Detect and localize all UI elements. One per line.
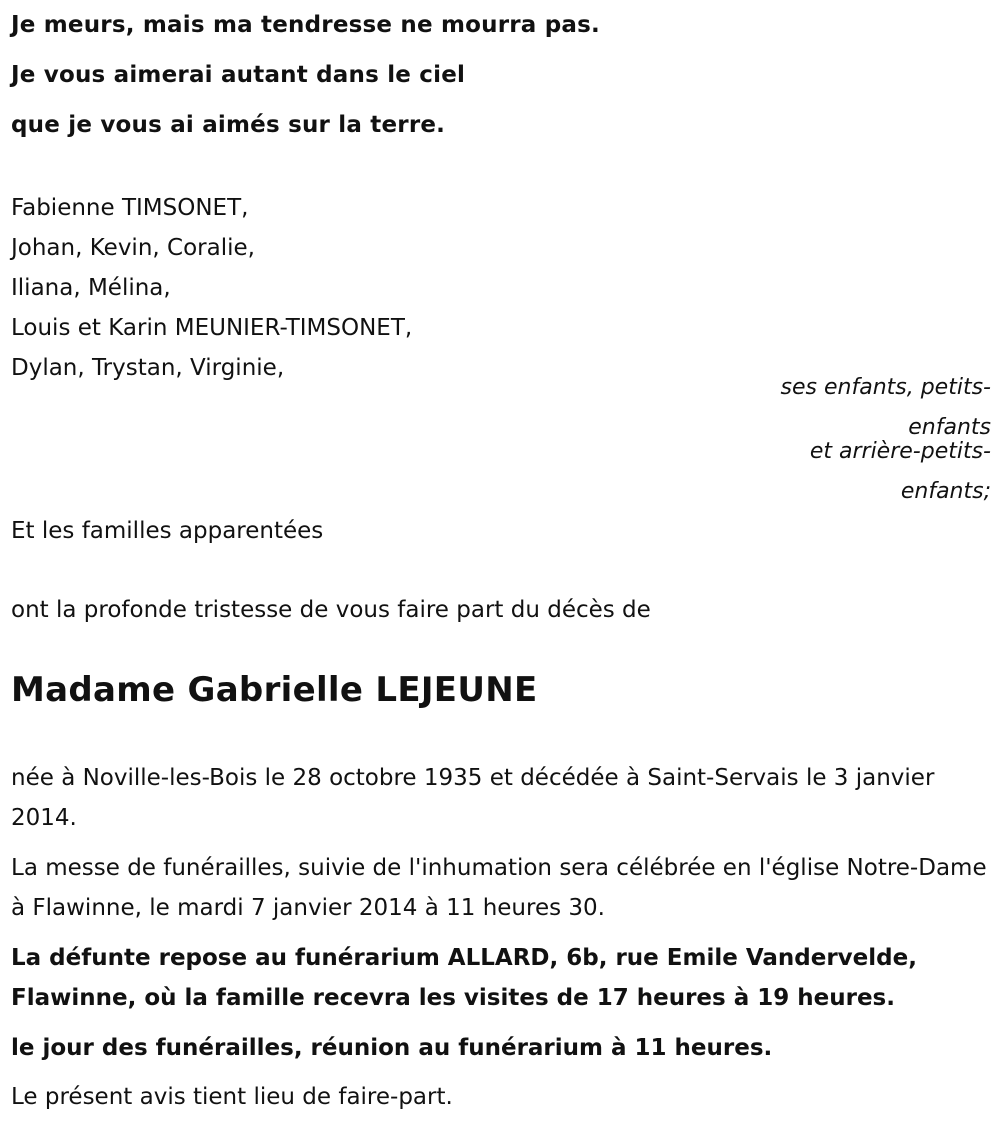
quote-line-3: que je vous ai aimés sur la terre. (11, 112, 446, 138)
relation-line-2: et arrière-petits-enfants; (809, 439, 991, 504)
quote-line-1: Je meurs, mais ma tendresse ne mourra pas. (11, 12, 600, 38)
meeting-paragraph: le jour des funérailles, réunion au funérarium à 11 heures. (11, 1035, 773, 1061)
quote-line-2: Je vous aimerai autant dans le ciel (11, 62, 466, 88)
family-member-line: Johan, Kevin, Coralie, (11, 235, 255, 261)
notice-paragraph: Le présent avis tient lieu de faire-part. (11, 1084, 453, 1110)
family-list (11, 188, 412, 388)
deceased-name: Madame Gabrielle LEJEUNE (11, 670, 538, 710)
funerarium-paragraph: La défunte repose au funérarium ALLARD, 6b, rue Emile Vandervelde, Flawinne, où la famille recevra les visites de 17 heures à 19 heures. (11, 945, 917, 1011)
funeral-mass-paragraph: La messe de funérailles, suivie de l'inhumation sera célébrée en l'église Notre-Dame à Flawinne, le mardi 7 janvier 2014 à 11 heures 30. (11, 855, 987, 921)
family-member-line: Fabienne TIMSONET, (11, 195, 249, 221)
family-member-line: Louis et Karin MEUNIER-TIMSONET, (11, 315, 413, 341)
related-families-line: Et les familles apparentées (11, 518, 324, 544)
relation-line-1: ses enfants, petits-enfants (780, 375, 991, 440)
announcement-line: ont la profonde tristesse de vous faire part du décès de (11, 597, 651, 623)
family-member-line: Dylan, Trystan, Virginie, (11, 355, 285, 381)
birth-death-paragraph: née à Noville-les-Bois le 28 octobre 1935 et décédée à Saint-Servais le 3 janvier 2014. (11, 765, 935, 831)
family-member-line: Iliana, Mélina, (11, 275, 171, 301)
